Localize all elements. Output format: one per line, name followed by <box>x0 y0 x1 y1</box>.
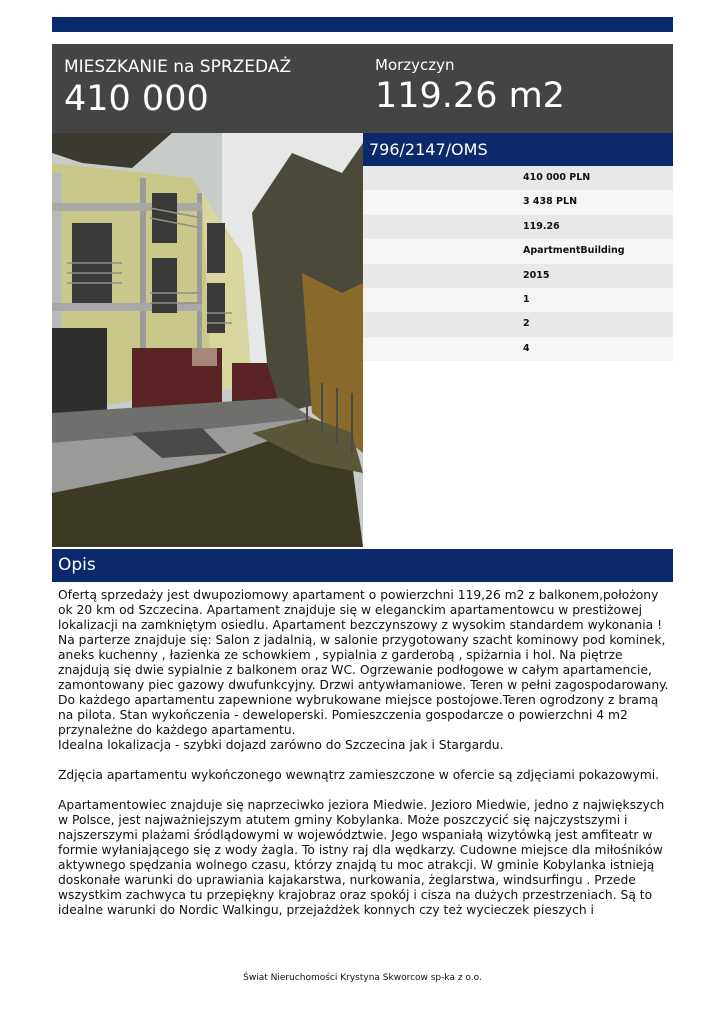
details-table <box>363 166 673 361</box>
detail-year-built: 2015 <box>363 264 673 288</box>
city: Morzyczyn <box>375 56 455 74</box>
building-photo-illustration <box>52 133 363 547</box>
description-text: Ofertą sprzedaży jest dwupoziomowy apartament o powierzchni 119,26 m2 z balkonem,położony ok 20 km od Szczecina. Apartament znajduje się w eleganckim apartamentowcu w prestiżowej lokalizacji na zamkniętym osiedlu. Apartament bezczynszowy z wysokim standardem wykonania ! Na parterze znajduje się: Salon z jadalnią, w salonie przygotowany szacht kominowy pod kominek, aneks kuchenny , łazienka ze schowkiem , sypialnia z garderobą , spiżarnia i hol. Na piętrze znajdują się dwie sypialnie z balkonem oraz WC. Ogrzewanie podłogowe w całym apartamencie, zamontowany piec gazowy dwufunkcyjny. Drzwi antywłamaniowe. Teren w pełni zagospodarowany. Do każdego apartamentu zapewnione wybrukowane miejsce postojowe.Teren ogrodzony z bramą na pilota. Stan wykończenia - deweloperski. Pomieszczenia gospodarcze o powierzchni 4 m2 przynależne do każdego apartamentu. Idealna lokalizacja - szybki dojazd zarówno do Szczecina jak i Stargardu. Zdjęcia apartamentu wykończonego wewnątrz zamieszczone w ofercie są zdjęciami pokazowymi. Apartamentowiec znajduje się naprzeciwko jeziora Miedwie. Jezioro Miedwie, jedno z największych w Polsce, jest najważniejszym atutem gminy Kobylanka. Może poszczycić się najczystszymi i najszerszymi plażami śródlądowymi w województwie. Jego wspaniałą wizytówką jest amfiteatr w formie wyłaniającego się z wody żagla. To istny raj dla wędkarzy. Cudowne miejsce dla miłośników aktywnego spędzania wolnego czasu, którzy znajdą tu moc atrakcji. W gminie Kobylanka istnieją doskonałe warunki do uprawiania kajakarstwa, nurkowania, żeglarstwa, windsurfingu . Przede wszystkim zachwyca tu przepiękny krajobraz oraz spokój i cisza na dużych przestrzeniach. Są to idealne warunki do Nordic Walkingu, przejażdżek konnych czy też wycieczek pieszych i <box>58 588 669 917</box>
area: 119.26 m2 <box>375 76 565 116</box>
price: 410 000 <box>64 79 209 119</box>
detail-area: 119.26 <box>363 215 673 239</box>
detail-value-6: 1 <box>363 288 673 312</box>
property-photo <box>52 133 363 547</box>
detail-price: 410 000 PLN <box>363 166 673 190</box>
detail-value-8: 4 <box>363 337 673 361</box>
description-heading: Opis <box>52 549 673 582</box>
reference-number: 796/2147/OMS <box>363 133 673 166</box>
detail-value-7: 2 <box>363 312 673 336</box>
property-type: MIESZKANIE na SPRZEDAŻ <box>64 57 292 77</box>
header-right <box>375 55 565 116</box>
header-left <box>64 56 291 119</box>
top-accent-bar <box>52 17 673 32</box>
detail-price-per-m2: 3 438 PLN <box>363 190 673 214</box>
listing-header <box>52 44 673 133</box>
detail-building-type: ApartmentBuilding <box>363 239 673 263</box>
footer-company: Świat Nieruchomości Krystyna Skworcow sp-ka z o.o. <box>243 973 482 983</box>
